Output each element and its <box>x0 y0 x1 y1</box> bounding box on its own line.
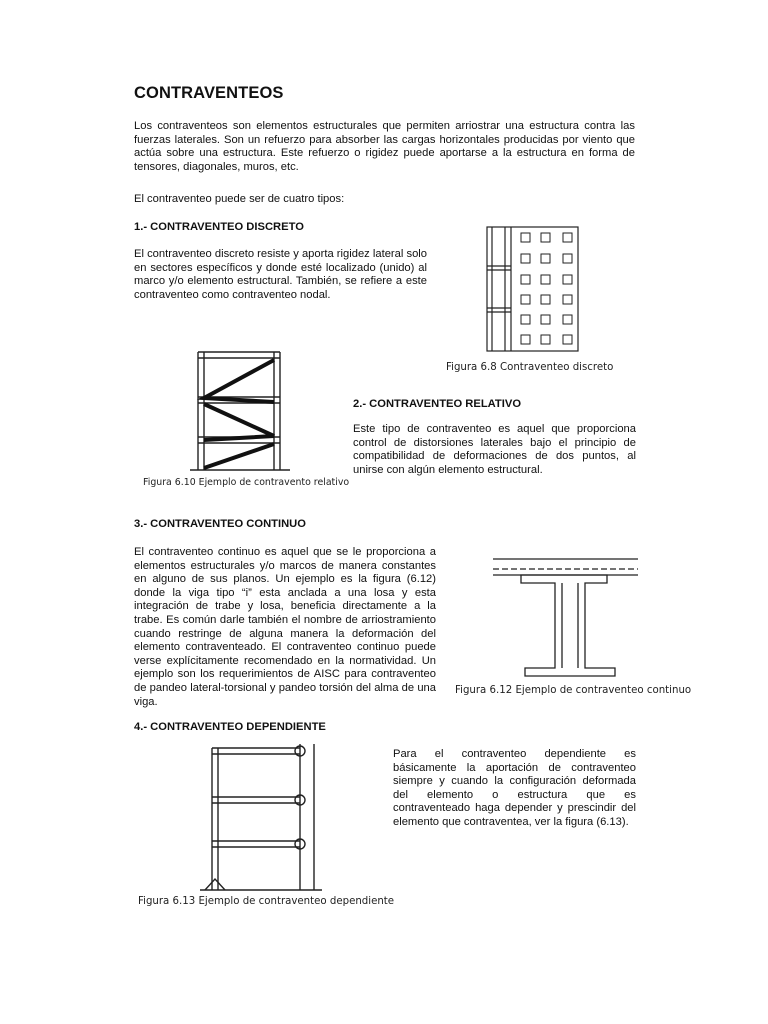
section-2-heading: 2.- CONTRAVENTEO RELATIVO <box>353 398 522 410</box>
types-intro: El contraventeo puede ser de cuatro tipos: <box>134 193 345 205</box>
figure-6-13-dependent-bracing <box>200 738 325 893</box>
figure-6-10-caption: Figura 6.10 Ejemplo de contravento relativo <box>143 477 350 488</box>
section-3-text: El contraventeo continuo es aquel que se le proporciona a elementos estructurales y/o marcos de manera constantes en alguno de sus planos. Un ejemplo es la figura (6.12) donde la viga tipo “i” esta anclada a una losa y esta integración de trabe y losa, beneficia directamente a la trabe. Es común darle también el nombre de arriostramiento cuando restringe de alguna manera la deformación del elemento contraventeado. El contraventeo continuo puede verse explícitamente recomendado en la normatividad. Un ejemplo son los requerimientos de AISC para contraventeo de pandeo lateral-torsional y pandeo torsión del alma de una viga. <box>134 546 436 708</box>
page-title: CONTRAVENTEOS <box>134 84 284 102</box>
figure-6-12-caption: Figura 6.12 Ejemplo de contraventeo continuo <box>455 685 692 696</box>
figure-6-8-discrete-bracing <box>483 224 583 354</box>
figure-6-10-relative-bracing <box>190 348 300 473</box>
section-4-text: Para el contraventeo dependiente es básicamente la aportación de contraventeo siempre y cuando la configuración deformada del elemento o estructura que es contraventeado haga depender y prescindir del elemento que contraventea, ver la figura (6.13). <box>393 748 636 828</box>
figure-6-13-caption: Figura 6.13 Ejemplo de contraventeo dependiente <box>138 896 395 907</box>
intro-paragraph: Los contraventeos son elementos estructurales que permiten arriostrar una estructura contra las fuerzas laterales. Son un refuerzo para absorber las cargas horizontales producidas por viento que actúa sobre una estructura. Este refuerzo o rigidez puede aportarse a la estructura en forma de tensores, diagonales, muros, etc. <box>134 120 635 173</box>
section-1-heading: 1.- CONTRAVENTEO DISCRETO <box>134 221 304 233</box>
section-4-heading: 4.- CONTRAVENTEO DEPENDIENTE <box>134 721 326 733</box>
section-3-heading: 3.- CONTRAVENTEO CONTINUO <box>134 518 306 530</box>
section-2-text: Este tipo de contraventeo es aquel que proporciona control de distorsiones laterales bajo el principio de compatibilidad de deformaciones de dos puntos, al unirse con algún elemento estructural. <box>353 423 636 476</box>
section-1-text: El contraventeo discreto resiste y aporta rigidez lateral solo en sectores específicos y donde esté localizado (unido) al marco y/o elemento estructural. También, se refiere a este contraventeo como contraventeo nodal. <box>134 248 427 301</box>
figure-6-8-caption: Figura 6.8 Contraventeo discreto <box>446 362 614 373</box>
figure-6-12-continuous-bracing <box>488 556 643 681</box>
